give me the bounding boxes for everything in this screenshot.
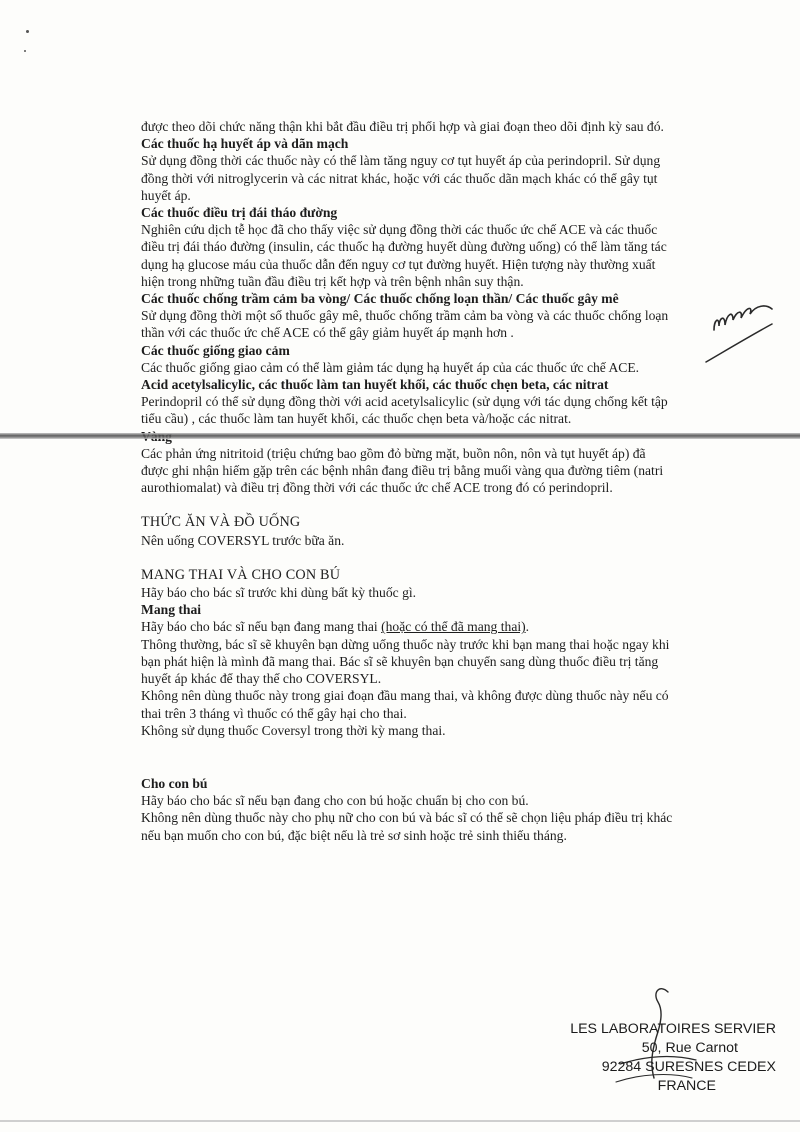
company-stamp [556,1020,776,1096]
company-street: 50, Rue Carnot [641,1040,738,1056]
pregnancy-para2: Thông thường, bác sĩ sẽ khuyên bạn dừng uống thuốc này trước khi bạn mang thai hoặc ngay khi bạn phát hiện là mình đã mang thai. Bác sĩ sẽ khuyên bạn chuyển sang dùng thuốc điều trị tăng huyết áp khác để thay thế cho COVERSYL. [141,636,670,687]
breastfeeding-para2: Không nên dùng thuốc này cho phụ nữ cho con bú và bác sĩ có thể sẽ chọn liệu pháp điều trị khác nếu bạn muốn cho con bú, đặc biệt nếu là trẻ sơ sinh hoặc trẻ sinh thiếu tháng. [141,810,673,843]
scan-speck [26,30,29,33]
breastfeeding-heading: Cho con bú [141,775,208,791]
company-name: LES LABORATOIRES SERVIER [570,1021,776,1037]
initials-mark-icon [700,290,785,375]
antidepressants-heading: Các thuốc chống trầm cảm ba vòng/ Các thuốc chống loạn thần/ Các thuốc gây mê [141,291,619,307]
company-country: FRANCE [657,1078,716,1094]
antihypertensives-text: Sử dụng đồng thời các thuốc này có thể làm tăng nguy cơ tụt huyết áp của perindopril. Sử dụng đồng thời với nitroglycerin và các nitrat khác, hoặc với các thuốc dãn mạch khác có thể gây tụt huyết áp. [141,153,661,203]
antidiabetics-text: Nghiên cứu dịch tễ học đã cho thấy việc sử dụng đồng thời các thuốc ức chế ACE và các thuốc điều trị đái tháo đường (insulin, các thuốc hạ đường huyết dùng đường uống) có thể làm tăng tác dụng hạ glucose máu của thuốc dẫn đến nguy cơ tụt đường huyết. Hiện tượng này thường xuất hiện trong những tuần đầu điều trị kết hợp và trên bệnh nhân suy thận. [141,222,667,289]
leaflet-body [141,118,676,844]
sympathomimetics-text: Các thuốc giống giao cảm có thể làm giảm tác dụng hạ huyết áp của các thuốc ức chế ACE. [141,359,640,375]
pregnancy-line1-end: . [525,619,530,635]
pregnancy-section-heading: MANG THAI VÀ CHO CON BÚ [141,566,341,583]
pregnancy-intro: Hãy báo cho bác sĩ trước khi dùng bất kỳ thuốc gì. [141,585,417,601]
continuation-text: được theo dõi chức năng thận khi bắt đầu điều trị phối hợp và giai đoạn theo dõi định kỳ sau đó. [141,119,664,134]
antihypertensives-heading: Các thuốc hạ huyết áp và dãn mạch [141,136,349,152]
gold-text: Các phản ứng nitritoid (triệu chứng bao gồm đỏ bừng mặt, buồn nôn, nôn và tụt huyết áp) đã được ghi nhận hiếm gặp trên các bệnh nhân đang điều trị bằng muối vàng qua đường tiêm (natri aurothiomalat) và điều trị đồng thời với các thuốc ức chế ACE trong đó có perindopril. [141,445,664,496]
food-text: Nên uống COVERSYL trước bữa ăn. [141,532,345,548]
scan-bottom-edge [0,1120,800,1122]
food-heading: THỨC ĂN VÀ ĐỒ UỐNG [141,514,301,531]
pregnancy-para3: Không nên dùng thuốc này trong giai đoạn đầu mang thai, và không được dùng thuốc này nếu có thai trên 3 tháng vì thuốc có thể gây hại cho thai. [141,688,669,721]
breastfeeding-para1: Hãy báo cho bác sĩ nếu bạn đang cho con bú hoặc chuẩn bị cho con bú. [141,793,529,809]
antidepressants-text: Sử dụng đồng thời một số thuốc gây mê, thuốc chống trầm cảm ba vòng và các thuốc chống loạn thần với các thuốc ức chế ACE có thể gây giảm huyết áp mạnh hơn . [141,308,669,341]
pregnancy-line1 [141,618,676,635]
antidiabetics-heading: Các thuốc điều trị đái tháo đường [141,205,338,221]
pregnancy-subheading: Mang thai [141,602,202,618]
pregnancy-para4: Không sử dụng thuốc Coversyl trong thời kỳ mang thai. [141,722,446,738]
aspirin-heading: Acid acetylsalicylic, các thuốc làm tan huyết khối, các thuốc chẹn beta, các nitrat [141,377,609,393]
pregnancy-line1-underlined: (hoặc có thể đã mang thai) [381,619,526,635]
scan-speck [24,50,26,52]
pregnancy-line1-text: Hãy báo cho bác sĩ nếu bạn đang mang thai [141,619,382,635]
company-city: 92284 SURESNES CEDEX [601,1059,776,1075]
scan-line-artifact [0,433,800,439]
sympathomimetics-heading: Các thuốc giống giao cảm [141,342,290,358]
aspirin-text: Perindopril có thể sử dụng đồng thời với acid acetylsalicylic (sử dụng với tác dụng chống kết tập tiểu cầu) , các thuốc làm tan huyết khối, các thuốc chẹn beta và/hoặc các nitrat. [141,394,668,427]
